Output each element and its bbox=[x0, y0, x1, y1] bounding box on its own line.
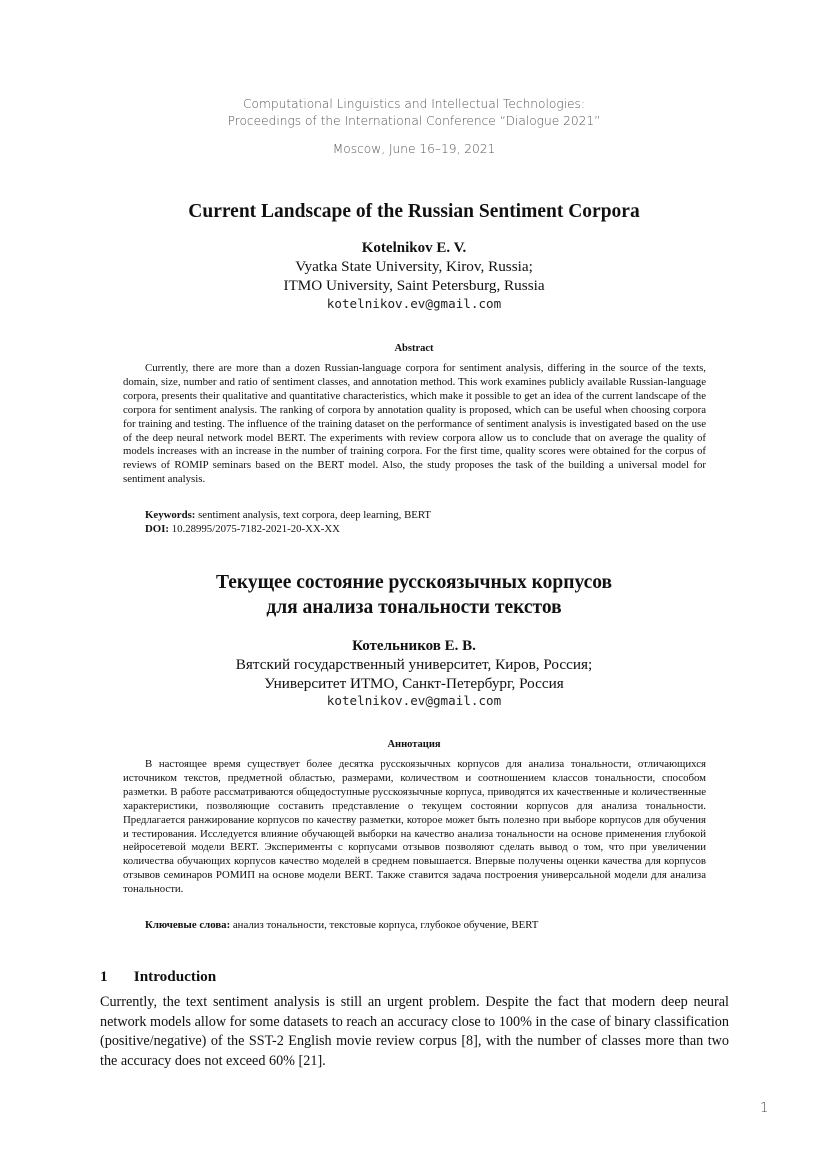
english-author: Kotelnikov E. V. bbox=[361, 240, 467, 256]
conference-line-2: Proceedings of the International Conference “Dialogue 2021” bbox=[227, 114, 601, 128]
english-affiliation-2: ITMO University, Saint Petersburg, Russia bbox=[283, 277, 545, 294]
doi-label: DOI: bbox=[145, 523, 169, 535]
section-title: Introduction bbox=[133, 968, 217, 985]
english-title: Current Landscape of the Russian Sentiment Corpora bbox=[188, 201, 640, 222]
keywords-text: sentiment analysis, text corpora, deep learning, BERT bbox=[198, 509, 432, 521]
conference-line-1: Computational Linguistics and Intellectual Technologies: bbox=[243, 97, 585, 111]
russian-keywords-text: анализ тональности, текстовые корпуса, глубокое обучение, BERT bbox=[232, 919, 539, 931]
english-affiliation-1: Vyatka State University, Kirov, Russia; bbox=[295, 258, 533, 275]
russian-keywords bbox=[145, 919, 705, 933]
russian-affiliation-2: Университет ИТМО, Санкт-Петербург, Россия bbox=[264, 675, 564, 692]
section-heading-introduction bbox=[100, 968, 216, 986]
english-keywords bbox=[145, 509, 705, 523]
russian-title-line-2: для анализа тональности текстов bbox=[266, 597, 562, 618]
english-email: kotelnikov.ev@gmail.com bbox=[326, 296, 502, 311]
keywords-label: Keywords: bbox=[145, 509, 196, 521]
doi-line bbox=[145, 523, 705, 537]
doi-value: 10.28995/2075-7182-2021-20-XX-XX bbox=[171, 523, 340, 535]
abstract-text: Currently, there are more than a dozen Russian-language corpora for sentiment analysis, differing in the source of the texts, domain, size, number and ratio of sentiment classes, and annotation method. This work examines publicly available Russian-language corpora, presents their qualitative and quantitative characteristics, which make it possible to get an idea of the current landscape of the corpora for sentiment analysis. The ranking of corpora by annotation quality is proposed, which can be useful when choosing corpora for training and testing. The influence of the training dataset on the performance of sentiment analysis is investigated based on the use of the deep neural network model BERT. The experiments with review corpora allow us to conclude that on average the quality of models increases with an increase in the number of training corpora. For the first time, quality scores were obtained for the corpus of reviews of ROMIP seminars based on the BERT model. Also, the study proposes the task of the building a universal model for sentiment analysis. bbox=[123, 362, 706, 486]
annotation-heading: Аннотация bbox=[387, 739, 441, 750]
conference-date: Moscow, June 16–19, 2021 bbox=[332, 142, 496, 156]
section-number: 1 bbox=[100, 968, 108, 985]
introduction-paragraph: Currently, the text sentiment analysis is still an urgent problem. Despite the fact that modern deep neural network models allow for some datasets to reach an accuracy close to 100% in the case of binary classification (positive/negative) of the SST-2 English movie review corpus [8], with the number of classes more than two the accuracy does not exceed 60% [21]. bbox=[100, 994, 729, 1069]
annotation-text: В настоящее время существует более десятка русскоязычных корпусов для анализа тональности, отличающихся источником текстов, предметной областью, размерами, количеством и соотношением классов тональности, способом разметки. В работе рассматриваются общедоступные русскоязычные корпуса, приводятся их качественные и количественные характеристики, позволяющие составить представление о текущем состоянии корпусов для анализа тональности. Предлагается ранжирование корпусов по качеству разметки, которое может быть полезно при выборе корпусов для обучения и тестирования. Исследуется влияние обучающей выборки на качество анализа тональности на основе применения глубокой нейросетевой модели BERT. Эксперименты с корпусами отзывов позволяют сделать вывод о том, что при увеличении количества обучающих корпусов качество моделей в среднем повышается. Впервые получены оценки качества для корпусов отзывов семинаров РОМИП на основе модели BERT. Также ставится задача построения универсальной модели для анализа тональности. bbox=[123, 758, 706, 896]
page-number: 1 bbox=[760, 1101, 769, 1116]
russian-email: kotelnikov.ev@gmail.com bbox=[326, 693, 502, 708]
russian-author: Котельников Е. В. bbox=[352, 638, 476, 654]
abstract-heading: Abstract bbox=[394, 343, 434, 354]
russian-keywords-label: Ключевые слова: bbox=[145, 919, 231, 931]
russian-title-line-1: Текущее состояние русскоязычных корпусов bbox=[215, 572, 613, 593]
russian-affiliation-1: Вятский государственный университет, Киров, Россия; bbox=[235, 656, 593, 673]
